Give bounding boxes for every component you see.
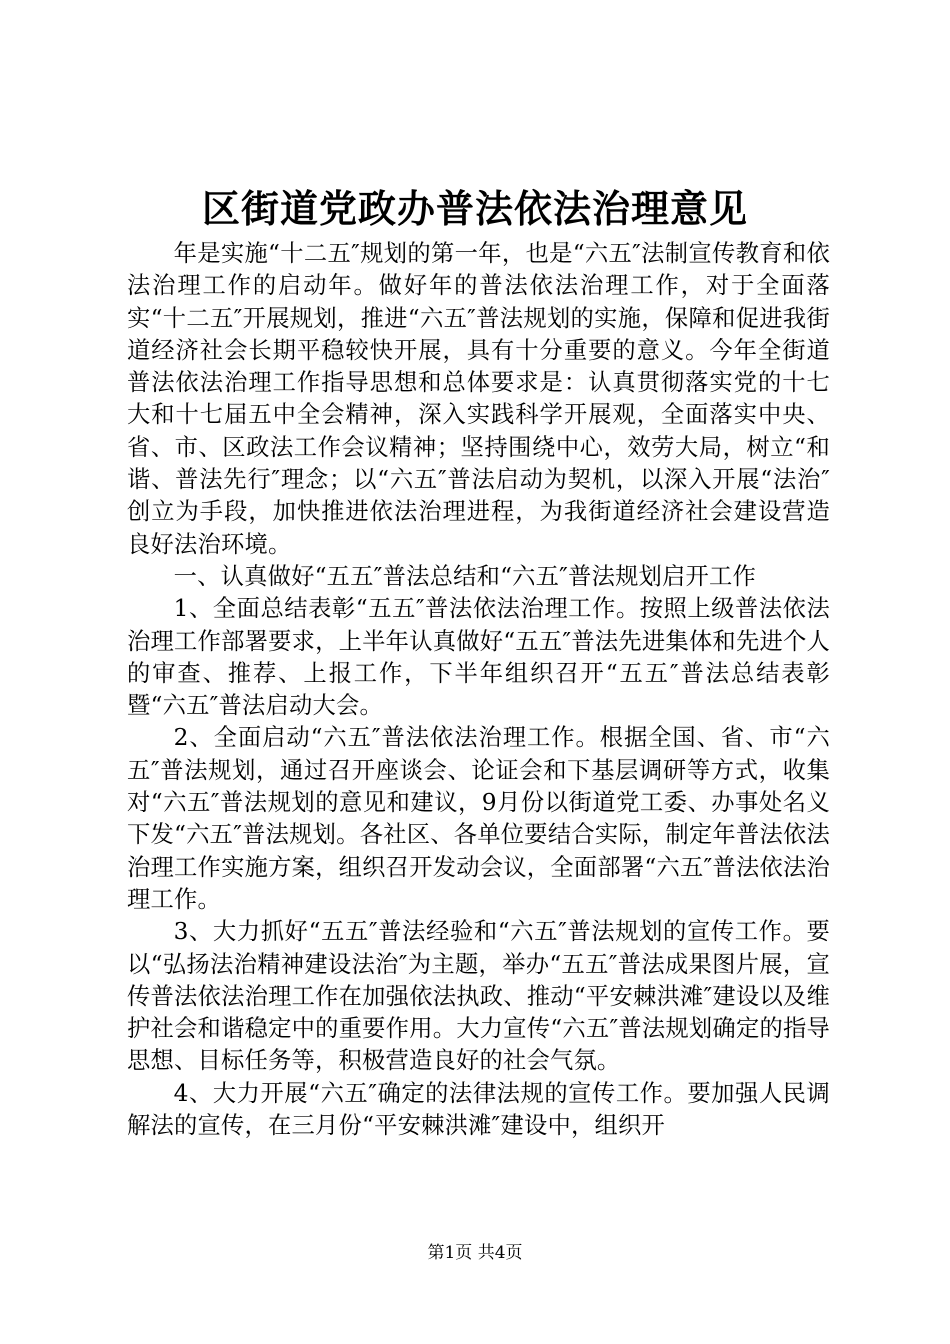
list-item: 3、大力抓好“五五″普法经验和“六五″普法规划的宣传工作。要以“弘扬法治精神建设法治″为主题，举办“五五″普法成果图片展，宣传普法依法治理工作在加强依法执政、推动“平安棘洪滩″建设以及维护社会和谐稳定中的重要作用。大力宣传“六五″普法规划确定的指导思想、目标任务等，积极营造良好的社会气氛。 <box>127 918 830 1075</box>
document-body <box>127 238 830 1142</box>
section-heading: 一、认真做好“五五″普法总结和“六五″普法规划启开工作 <box>173 562 757 590</box>
intro-paragraph: 年是实施“十二五″规划的第一年，也是“六五″法制宣传教育和依法治理工作的启动年。做好年的普法依法治理工作，对于全面落实“十二五″开展规划，推进“六五″普法规划的实施，保障和促进我街道经济社会长期平稳较快开展，具有十分重要的意义。今年全街道普法依法治理工作指导思想和总体要求是：认真贯彻落实党的十七大和十七届五中全会精神，深入实践科学开展观，全面落实中央、省、市、区政法工作会议精神；坚持围绕中心，效劳大局，树立“和谐、普法先行″理念；以“六五″普法启动为契机，以深入开展“法治″创立为手段，加快推进依法治理进程，为我街道经济社会建设营造良好法治环境。 <box>127 240 830 558</box>
list-item: 4、大力开展“六五″确定的法律法规的宣传工作。要加强人民调解法的宣传，在三月份“平安棘洪滩″建设中，组织开 <box>127 1079 830 1140</box>
page-title: 区街道党政办普法依法治理意见 <box>201 186 748 231</box>
list-item: 2、全面启动“六五″普法依法治理工作。根据全国、省、市“六五″普法规划，通过召开座谈会、论证会和下基层调研等方式，收集对“六五″普法规划的意见和建议，9月份以街道党工委、办事处名义下发“六五″普法规划。各社区、各单位要结合实际，制定年普法依法治理工作实施方案，组织召开发动会议，全面部署“六五″普法依法治理工作。 <box>127 724 830 913</box>
list-item: 1、全面总结表彰“五五″普法依法治理工作。按照上级普法依法治理工作部署要求，上半年认真做好“五五″普法先进集体和先进个人的审查、推荐、上报工作，下半年组织召开“五五″普法总结表彰暨“六五″普法启动大会。 <box>127 595 830 720</box>
page-number: 第1页 共4页 <box>427 1243 523 1263</box>
